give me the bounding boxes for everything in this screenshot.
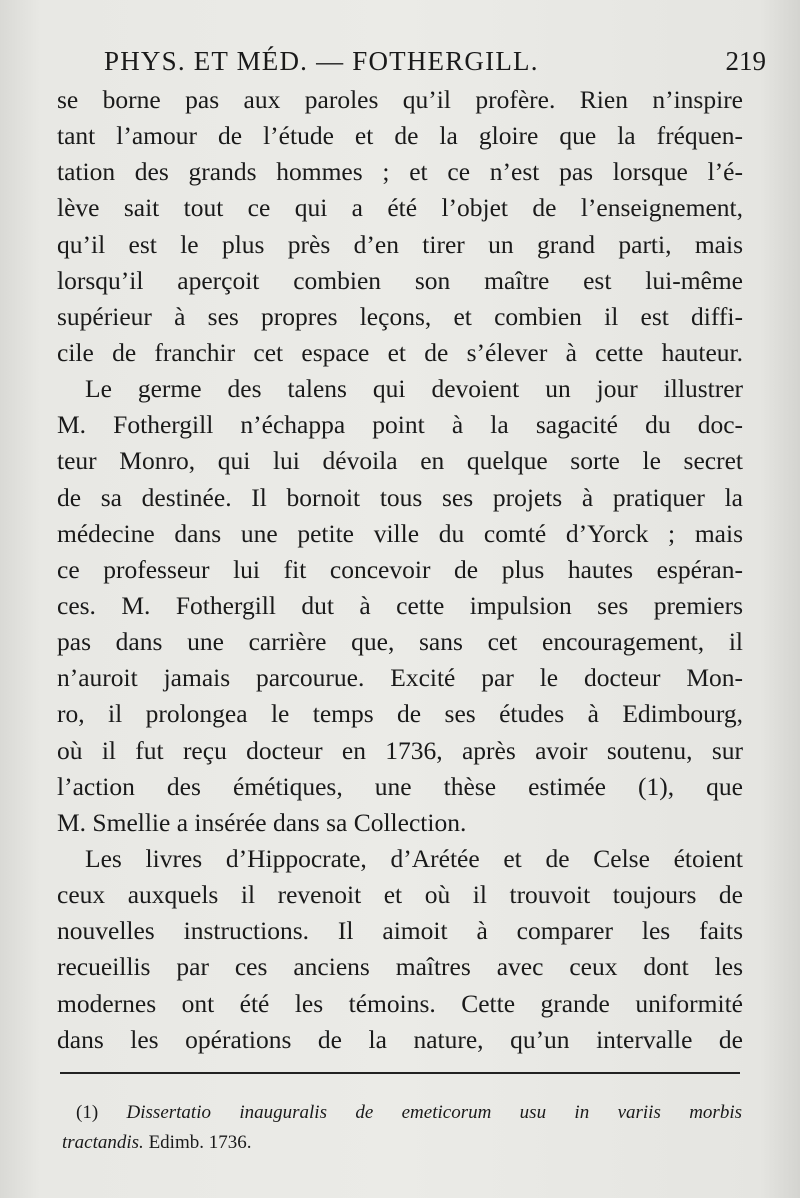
text-line: tant l’amour de l’étude et de la gloire que la fréquen-: [57, 121, 743, 151]
text-line: de sa destinée. Il bornoit tous ses projets à pratiquer la: [57, 482, 743, 512]
text-line: supérieur à ses propres leçons, et combien il est diffi-: [57, 301, 743, 331]
page-number: 219: [725, 46, 766, 76]
text-line: médecine dans une petite ville du comté d’Yorck ; mais: [57, 518, 743, 548]
text-line: Les livres d’Hippocrate, d’Arétée et de Celse étoient: [85, 843, 743, 873]
text-line: cile de franchir cet espace et de s’élever à cette hauteur.: [57, 337, 743, 367]
running-title: PHYS. ET MÉD. — FOTHERGILL.: [104, 46, 539, 76]
text-line: ceux auxquels il revenoit et où il trouvoit toujours de: [57, 880, 743, 910]
footnote-line: [62, 1128, 742, 1158]
text-line: dans les opérations de la nature, qu’un intervalle de: [57, 1024, 743, 1054]
text-line: recueillis par ces anciens maîtres avec ceux dont les: [57, 952, 743, 982]
text-line: M. Fothergill n’échappa point à la sagacité du doc-: [57, 410, 743, 440]
running-header: [104, 46, 766, 80]
text-line: l’action des émétiques, une thèse estimée (1), que: [57, 771, 743, 801]
text-line: teur Monro, qui lui dévoila en quelque sorte le secret: [57, 446, 743, 476]
text-line: ces. M. Fothergill dut à cette impulsion ses premiers: [57, 590, 743, 620]
text-line: qu’il est le plus près d’en tirer un grand parti, mais: [57, 229, 743, 259]
text-line: ro, il prolongea le temps de ses études à Edimbourg,: [57, 699, 743, 729]
text-line: pas dans une carrière que, sans cet encouragement, il: [57, 627, 743, 657]
text-line: lorsqu’il aperçoit combien son maître est lui-même: [57, 265, 743, 295]
text-line: où il fut reçu docteur en 1736, après avoir soutenu, sur: [57, 735, 743, 765]
body-text: [57, 82, 743, 1058]
text-line: n’auroit jamais parcourue. Excité par le docteur Mon-: [57, 663, 743, 693]
footnote-marker: (1): [76, 1102, 99, 1123]
footnote-line: [62, 1098, 742, 1128]
footnote: [62, 1098, 742, 1158]
text-line: ce professeur lui fit concevoir de plus hautes espéran-: [57, 554, 743, 584]
text-line: M. Smellie a insérée dans sa Collection.: [57, 807, 467, 837]
text-line: lève sait tout ce qui a été l’objet de l’enseignement,: [57, 193, 743, 223]
footnote-rule: [60, 1072, 740, 1074]
text-line: se borne pas aux paroles qu’il profère. Rien n’inspire: [57, 85, 743, 114]
footnote-citation: Edimb. 1736.: [148, 1132, 252, 1153]
text-line: nouvelles instructions. Il aimoit à comparer les faits: [57, 916, 743, 946]
text-line: tation des grands hommes ; et ce n’est pas lorsque l’é-: [57, 157, 743, 187]
text-line: modernes ont été les témoins. Cette grande uniformité: [57, 988, 743, 1018]
text-line: Le germe des talens qui devoient un jour illustrer: [85, 374, 743, 404]
footnote-italic-text: Dissertatio inauguralis de emeticorum usu in variis morbis: [126, 1102, 743, 1123]
footnote-italic-text: tractandis.: [62, 1132, 144, 1153]
